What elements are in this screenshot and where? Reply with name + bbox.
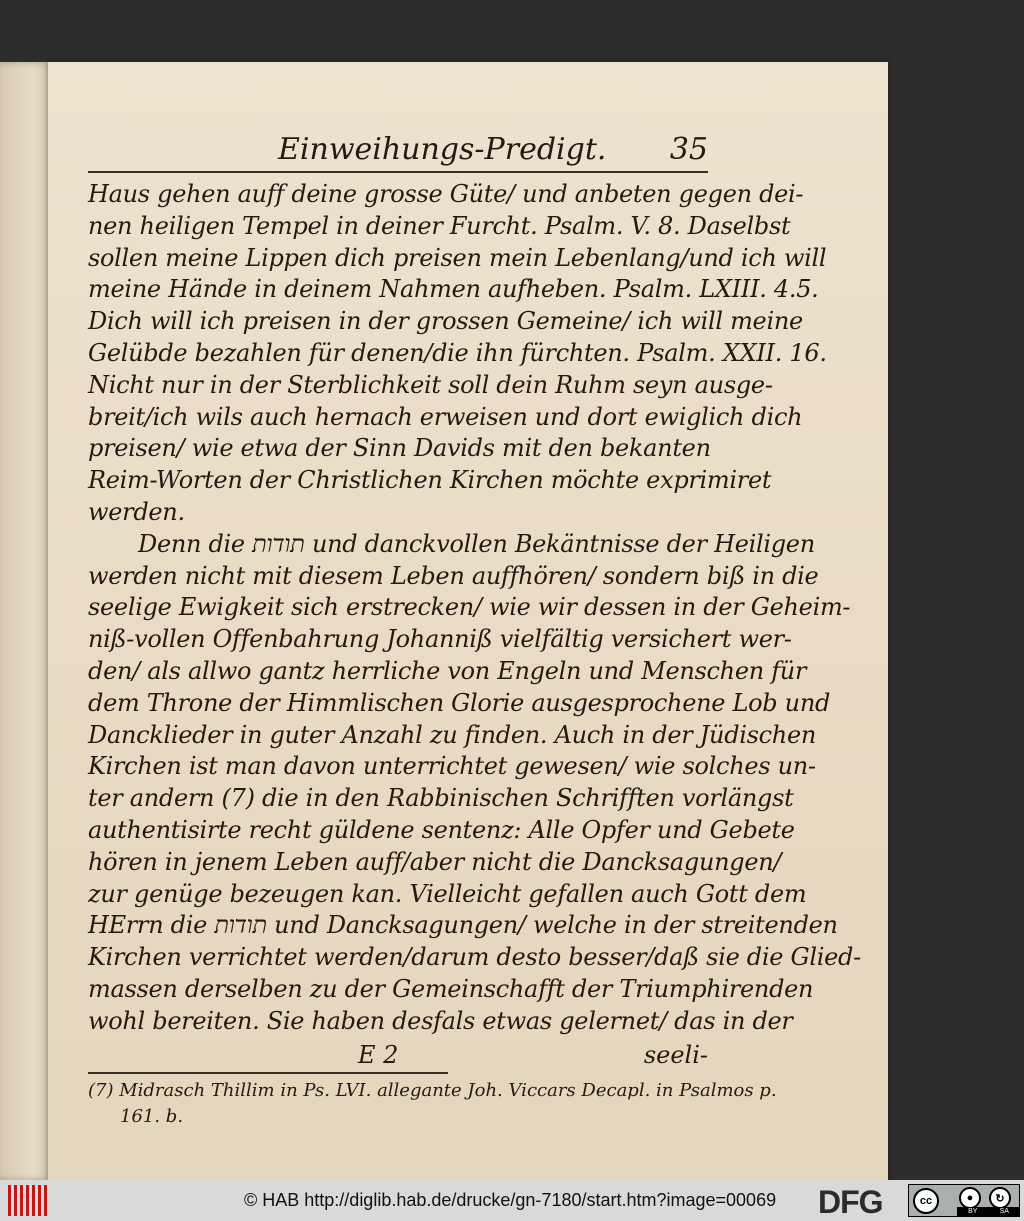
text-line: meine Hände in deinem Nahmen aufheben. Psalm. LXIII. 4.5. — [88, 275, 819, 304]
text-line: ter andern (7) die in den Rabbinischen Schrifften vorlängst — [88, 784, 794, 813]
text-line: den/ als allwo gantz herrliche von Engeln und Menschen für — [88, 656, 807, 685]
text-line: Dich will ich preisen in der grossen Gemeine/ ich will meine — [88, 307, 803, 336]
text-line: sollen meine Lippen dich preisen mein Lebenlang/und ich will — [88, 243, 827, 272]
running-header — [88, 132, 708, 173]
text-line: Reim-Worten der Christlichen Kirchen möchte exprimiret — [88, 466, 772, 495]
sa-label: SA — [999, 1208, 1009, 1215]
page-text — [88, 132, 861, 1130]
text-line: Gelübde bezahlen für denen/die ihn fürchten. Psalm. XXII. 16. — [88, 338, 827, 367]
text-line: dem Throne der Himmlischen Glorie ausgesprochene Lob und — [88, 688, 831, 717]
hab-logo-icon — [8, 1185, 50, 1216]
by-label: BY — [968, 1208, 978, 1215]
text-line: nen heiligen Tempel in deiner Furcht. Psalm. V. 8. Daselbst — [88, 211, 791, 240]
body-text — [88, 179, 861, 1038]
text-line: niß-vollen Offenbahrung Johanniß vielfältig versichert wer- — [88, 625, 792, 654]
cc-license-badge[interactable] — [908, 1184, 1020, 1217]
text-line: authentisirte recht güldene sentenz: Alle Opfer und Gebete — [88, 815, 795, 844]
text-line: breit/ich wils auch hernach erweisen und dort ewiglich dich — [88, 402, 803, 431]
text-line: preisen/ wie etwa der Sinn Davids mit den bekanten — [88, 434, 711, 463]
text-line: HErrn die תודות und Dancksagungen/ welche in der streitenden — [88, 911, 838, 940]
scanned-page — [48, 62, 888, 1180]
signature-row — [88, 1040, 708, 1070]
text-line: wohl bereiten. Sie haben desfals etwas gelernet/ das in der — [88, 1006, 793, 1035]
signature-mark: E 2 — [358, 1040, 399, 1069]
text-line: seelige Ewigkeit sich erstrecken/ wie wir dessen in der Geheim- — [88, 593, 851, 622]
footnote-line: (7) Midrasch Thillim in Ps. LVI. allegante Joh. Viccars Decapl. in Psalmos p. — [88, 1079, 777, 1101]
text-line: werden. — [88, 497, 185, 526]
text-line: Kirchen ist man davon unterrichtet gewesen/ wie solches un- — [88, 752, 816, 781]
text-line: Denn die תודות und danckvollen Bekäntnisse der Heiligen — [138, 529, 815, 558]
text-line: Dancklieder in guter Anzahl zu finden. Auch in der Jüdischen — [88, 720, 817, 749]
person-icon: ● — [959, 1187, 981, 1209]
text-line: Kirchen verrichtet werden/darum desto besser/daß sie die Glied- — [88, 943, 861, 972]
copyright-link[interactable]: © HAB http://diglib.hab.de/drucke/gn-7180/start.htm?image=00069 — [244, 1190, 777, 1210]
page-number: 35 — [669, 132, 708, 167]
share-alike-icon: ↻ — [989, 1187, 1011, 1209]
text-line: werden nicht mit diesem Leben auffhören/ sondern biß in die — [88, 561, 819, 590]
header-title: Einweihungs-Predigt. — [278, 132, 607, 167]
text-line: hören in jenem Leben auff/aber nicht die Dancksagungen/ — [88, 847, 782, 876]
text-line: zur genüge bezeugen kan. Vielleicht gefallen auch Gott dem — [88, 879, 807, 908]
catchword: seeli- — [643, 1040, 708, 1069]
cc-icon: cc — [913, 1188, 939, 1214]
text-line: Haus gehen auff deine grosse Güte/ und anbeten gegen dei- — [88, 180, 804, 208]
cc-strip — [957, 1207, 1020, 1216]
dfg-logo[interactable]: DFG — [818, 1184, 883, 1220]
text-line: Nicht nur in der Sterblichkeit soll dein Ruhm seyn ausge- — [88, 370, 773, 399]
footnote-rule — [88, 1072, 448, 1074]
text-line: massen derselben zu der Gemeinschafft der Triumphirenden — [88, 974, 814, 1003]
footnote-line: 161. b. — [120, 1105, 184, 1127]
footer-bar — [0, 1180, 1024, 1221]
